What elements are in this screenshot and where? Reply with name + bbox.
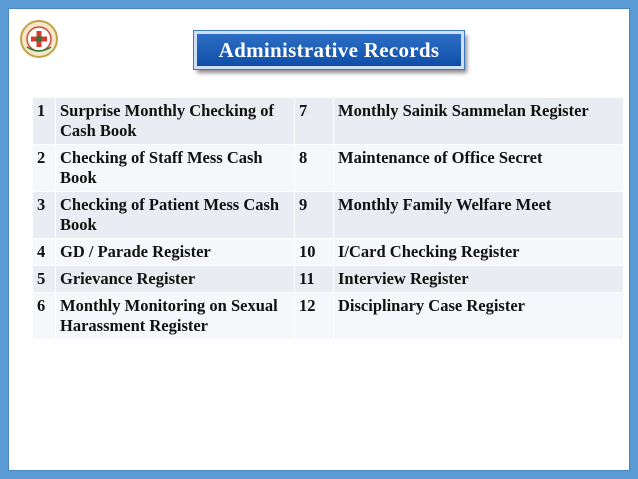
record-number: 7 xyxy=(295,98,334,145)
record-number: 5 xyxy=(33,266,56,293)
table-row xyxy=(33,266,624,293)
record-number: 9 xyxy=(295,192,334,239)
record-number: 8 xyxy=(295,145,334,192)
record-name: Maintenance of Office Secret xyxy=(334,145,624,192)
record-name: Checking of Staff Mess Cash Book xyxy=(56,145,295,192)
page-title: Administrative Records xyxy=(218,37,440,62)
record-name: Interview Register xyxy=(334,266,624,293)
record-name: Monthly Sainik Sammelan Register xyxy=(334,98,624,145)
record-name: GD / Parade Register xyxy=(56,239,295,266)
record-name: Checking of Patient Mess Cash Book xyxy=(56,192,295,239)
slide xyxy=(8,8,630,471)
record-number: 6 xyxy=(33,293,56,340)
record-name: Monthly Monitoring on Sexual Harassment Register xyxy=(56,293,295,340)
record-name: Grievance Register xyxy=(56,266,295,293)
emblem-icon xyxy=(19,19,59,59)
record-number: 3 xyxy=(33,192,56,239)
table-row xyxy=(33,145,624,192)
record-number: 12 xyxy=(295,293,334,340)
record-number: 1 xyxy=(33,98,56,145)
record-name: Surprise Monthly Checking of Cash Book xyxy=(56,98,295,145)
table-row xyxy=(33,192,624,239)
table-row xyxy=(33,98,624,145)
record-number: 2 xyxy=(33,145,56,192)
record-number: 4 xyxy=(33,239,56,266)
table-row xyxy=(33,239,624,266)
title-banner xyxy=(194,31,464,69)
record-name: Disciplinary Case Register xyxy=(334,293,624,340)
record-number: 10 xyxy=(295,239,334,266)
record-number: 11 xyxy=(295,266,334,293)
record-name: Monthly Family Welfare Meet xyxy=(334,192,624,239)
records-table xyxy=(32,97,624,340)
record-name: I/Card Checking Register xyxy=(334,239,624,266)
table-row xyxy=(33,293,624,340)
